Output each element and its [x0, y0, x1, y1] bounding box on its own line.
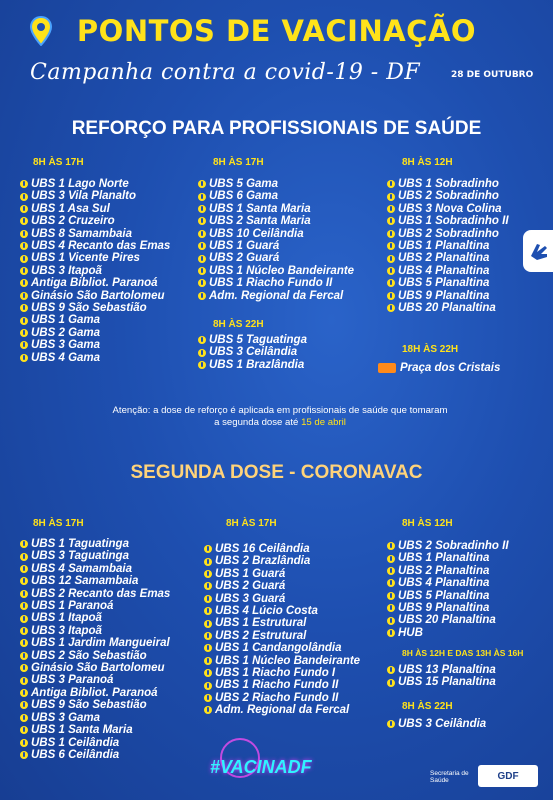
- list-item: UBS 2 Sobradinho II: [387, 540, 509, 552]
- list-item: UBS 2 Estrutural: [204, 630, 360, 642]
- list-item: UBS 4 Samambaia: [20, 563, 170, 575]
- s1-col1-list: [20, 178, 170, 364]
- list-item: UBS 4 Gama: [20, 352, 170, 364]
- yellow-bullet-icon: [204, 657, 212, 665]
- list-item: UBS 4 Planaltina: [387, 265, 509, 277]
- s2-col1-time: 8H ÀS 17H: [33, 518, 84, 529]
- list-item: UBS 1 Planaltina: [387, 552, 509, 564]
- yellow-bullet-icon: [198, 361, 206, 369]
- s2-col3b-list: [387, 664, 496, 689]
- list-item: UBS 1 Ceilândia: [20, 737, 170, 749]
- yellow-bullet-icon: [198, 292, 206, 300]
- yellow-bullet-icon: [387, 579, 395, 587]
- list-item: UBS 1 Lago Norte: [20, 178, 170, 190]
- yellow-bullet-icon: [198, 230, 206, 238]
- yellow-bullet-icon: [20, 602, 28, 610]
- yellow-bullet-icon: [198, 336, 206, 344]
- yellow-bullet-icon: [204, 694, 212, 702]
- list-item: UBS 1 Sobradinho: [387, 178, 509, 190]
- yellow-bullet-icon: [387, 279, 395, 287]
- yellow-bullet-icon: [20, 739, 28, 747]
- yellow-bullet-icon: [20, 639, 28, 647]
- yellow-bullet-icon: [20, 751, 28, 759]
- yellow-bullet-icon: [198, 217, 206, 225]
- yellow-bullet-icon: [20, 540, 28, 548]
- list-item: UBS 16 Ceilândia: [204, 543, 360, 555]
- yellow-bullet-icon: [387, 267, 395, 275]
- list-item: UBS 2 Sobradinho: [387, 228, 509, 240]
- yellow-bullet-icon: [204, 595, 212, 603]
- yellow-bullet-icon: [198, 193, 206, 201]
- list-item: UBS 2 Sobradinho: [387, 190, 509, 202]
- list-item: UBS 4 Recanto das Emas: [20, 240, 170, 252]
- list-item: UBS 2 Gama: [20, 327, 170, 339]
- list-item: UBS 1 Santa Maria: [20, 724, 170, 736]
- list-item: UBS 1 Riacho Fundo II: [198, 277, 354, 289]
- list-item: UBS 2 Brazlândia: [204, 555, 360, 567]
- yellow-bullet-icon: [20, 317, 28, 325]
- list-item: UBS 2 Guará: [198, 252, 354, 264]
- yellow-bullet-icon: [204, 570, 212, 578]
- list-item: UBS 1 Taguatinga: [20, 538, 170, 550]
- list-item: UBS 12 Samambaia: [20, 575, 170, 587]
- yellow-bullet-icon: [20, 329, 28, 337]
- yellow-bullet-icon: [20, 627, 28, 635]
- list-item: UBS 9 Planaltina: [387, 290, 509, 302]
- list-item: Antiga Bibliot. Paranoá: [20, 687, 170, 699]
- list-item: UBS 3 Gama: [20, 339, 170, 351]
- s1-col1-time: 8H ÀS 17H: [33, 157, 84, 168]
- yellow-bullet-icon: [204, 644, 212, 652]
- yellow-bullet-icon: [387, 567, 395, 575]
- yellow-bullet-icon: [20, 304, 28, 312]
- page-title: PONTOS DE VACINAÇÃO: [76, 14, 477, 48]
- yellow-bullet-icon: [387, 217, 395, 225]
- yellow-bullet-icon: [204, 607, 212, 615]
- yellow-bullet-icon: [20, 205, 28, 213]
- yellow-bullet-icon: [198, 279, 206, 287]
- date-label: 28 DE OUTUBRO: [451, 70, 534, 80]
- sign-language-icon: [523, 230, 553, 272]
- yellow-bullet-icon: [20, 242, 28, 250]
- truck-icon: [378, 363, 396, 373]
- yellow-bullet-icon: [204, 620, 212, 628]
- list-item: UBS 1 Núcleo Bandeirante: [204, 655, 360, 667]
- section-second-dose-title: SEGUNDA DOSE - CORONAVAC: [130, 462, 423, 483]
- list-item: UBS 20 Planaltina: [387, 614, 509, 626]
- list-item: UBS 3 Vila Planalto: [20, 190, 170, 202]
- yellow-bullet-icon: [20, 689, 28, 697]
- s1-col2-list: [198, 178, 354, 302]
- list-item: UBS 2 Santa Maria: [198, 215, 354, 227]
- gdf-logo: GDF: [478, 765, 538, 787]
- yellow-bullet-icon: [387, 255, 395, 263]
- yellow-bullet-icon: [20, 217, 28, 225]
- s2-col3b-time: 8H ÀS 12H E DAS 13H ÀS 16H: [402, 648, 524, 658]
- list-item: UBS 6 Ceilândia: [20, 749, 170, 761]
- list-item: UBS 3 Paranoá: [20, 674, 170, 686]
- yellow-bullet-icon: [198, 349, 206, 357]
- list-item: UBS 9 São Sebastião: [20, 699, 170, 711]
- list-item: UBS 5 Taguatinga: [198, 334, 307, 346]
- note-highlight: 15 de abril: [301, 417, 346, 428]
- list-item: UBS 6 Gama: [198, 190, 354, 202]
- yellow-bullet-icon: [20, 279, 28, 287]
- yellow-bullet-icon: [387, 230, 395, 238]
- accessibility-button[interactable]: [523, 230, 553, 272]
- yellow-bullet-icon: [20, 664, 28, 672]
- s1-col2-time: 8H ÀS 17H: [213, 157, 264, 168]
- yellow-bullet-icon: [387, 666, 395, 674]
- list-item: UBS 1 Riacho Fundo II: [204, 679, 360, 691]
- yellow-bullet-icon: [387, 242, 395, 250]
- list-item: Adm. Regional da Fercal: [198, 290, 354, 302]
- s1-col2b-time: 8H ÀS 22H: [213, 319, 264, 330]
- s1-col2b-list: [198, 334, 307, 371]
- list-item: UBS 1 Jardim Mangueiral: [20, 637, 170, 649]
- list-item: UBS 2 Riacho Fundo II: [204, 692, 360, 704]
- yellow-bullet-icon: [387, 542, 395, 550]
- yellow-bullet-icon: [20, 193, 28, 201]
- yellow-bullet-icon: [204, 669, 212, 677]
- list-item: UBS 1 Candangolândia: [204, 642, 360, 654]
- yellow-bullet-icon: [198, 255, 206, 263]
- secretaria-label: Secretaria de Saúde: [430, 770, 469, 784]
- yellow-bullet-icon: [20, 255, 28, 263]
- list-item: UBS 1 Riacho Fundo I: [204, 667, 360, 679]
- list-item: UBS 15 Planaltina: [387, 676, 496, 688]
- yellow-bullet-icon: [20, 267, 28, 275]
- yellow-bullet-icon: [387, 592, 395, 600]
- yellow-bullet-icon: [204, 545, 212, 553]
- list-item: UBS 1 Guará: [198, 240, 354, 252]
- yellow-bullet-icon: [20, 292, 28, 300]
- campaign-subtitle: Campanha contra a covid-19 - DF: [30, 60, 421, 85]
- s2-col3-list: [387, 540, 509, 639]
- yellow-bullet-icon: [198, 242, 206, 250]
- yellow-bullet-icon: [20, 565, 28, 573]
- list-item: UBS 1 Itapoã: [20, 612, 170, 624]
- list-item: UBS 4 Planaltina: [387, 577, 509, 589]
- s1-col3b-list: [378, 362, 500, 374]
- yellow-bullet-icon: [387, 679, 395, 687]
- yellow-bullet-icon: [387, 720, 395, 728]
- yellow-bullet-icon: [387, 193, 395, 201]
- yellow-bullet-icon: [204, 706, 212, 714]
- hashtag-label: #VACINADF: [210, 757, 312, 777]
- yellow-bullet-icon: [20, 726, 28, 734]
- yellow-bullet-icon: [204, 558, 212, 566]
- s2-col3c-list: [387, 718, 486, 730]
- booster-note: Atenção: a dose de reforço é aplicada em profissionais de saúde que tomaram a segunda dose até 15 de abril: [112, 405, 448, 428]
- yellow-bullet-icon: [20, 230, 28, 238]
- s2-col3-time: 8H ÀS 12H: [402, 518, 453, 529]
- s1-col3-list: [387, 178, 509, 314]
- yellow-bullet-icon: [20, 354, 28, 362]
- yellow-bullet-icon: [204, 632, 212, 640]
- list-item: HUB: [387, 627, 509, 639]
- yellow-bullet-icon: [20, 180, 28, 188]
- list-item: Adm. Regional da Fercal: [204, 704, 360, 716]
- list-item: UBS 3 Ceilândia: [198, 346, 307, 358]
- list-item: UBS 1 Estrutural: [204, 617, 360, 629]
- s1-col3-time: 8H ÀS 12H: [402, 157, 453, 168]
- yellow-bullet-icon: [204, 682, 212, 690]
- list-item: UBS 3 Nova Colina: [387, 203, 509, 215]
- list-item: UBS 20 Planaltina: [387, 302, 509, 314]
- s2-col3c-time: 8H ÀS 22H: [402, 701, 453, 712]
- list-item: UBS 2 São Sebastião: [20, 650, 170, 662]
- s1-col3b-time: 18H ÀS 22H: [402, 344, 459, 355]
- yellow-bullet-icon: [20, 677, 28, 685]
- yellow-bullet-icon: [198, 180, 206, 188]
- list-item: UBS 10 Ceilândia: [198, 228, 354, 240]
- list-item: UBS 1 Planaltina: [387, 240, 509, 252]
- list-item: UBS 1 Sobradinho II: [387, 215, 509, 227]
- yellow-bullet-icon: [20, 652, 28, 660]
- yellow-bullet-icon: [387, 205, 395, 213]
- list-item: UBS 2 Recanto das Emas: [20, 588, 170, 600]
- list-item: UBS 3 Itapoã: [20, 265, 170, 277]
- list-item: UBS 1 Santa Maria: [198, 203, 354, 215]
- list-item: UBS 5 Planaltina: [387, 277, 509, 289]
- yellow-bullet-icon: [387, 292, 395, 300]
- list-item: UBS 3 Ceilândia: [387, 718, 486, 730]
- list-item: UBS 2 Planaltina: [387, 565, 509, 577]
- list-item: UBS 2 Planaltina: [387, 252, 509, 264]
- s2-col1-list: [20, 538, 170, 761]
- list-item: UBS 1 Núcleo Bandeirante: [198, 265, 354, 277]
- list-item: UBS 3 Guará: [204, 593, 360, 605]
- list-item: UBS 5 Gama: [198, 178, 354, 190]
- yellow-bullet-icon: [387, 555, 395, 563]
- list-item: UBS 3 Gama: [20, 712, 170, 724]
- list-item: Antiga Bibliot. Paranoá: [20, 277, 170, 289]
- yellow-bullet-icon: [387, 617, 395, 625]
- list-item: UBS 9 Planaltina: [387, 602, 509, 614]
- list-item: UBS 9 São Sebastião: [20, 302, 170, 314]
- s2-col2-time: 8H ÀS 17H: [226, 518, 277, 529]
- list-item: UBS 2 Guará: [204, 580, 360, 592]
- list-item: UBS 5 Planaltina: [387, 590, 509, 602]
- list-item: Ginásio São Bartolomeu: [20, 662, 170, 674]
- s2-col2-list: [204, 543, 360, 717]
- list-item: UBS 3 Itapoã: [20, 625, 170, 637]
- list-item: Ginásio São Bartolomeu: [20, 290, 170, 302]
- list-item: UBS 1 Gama: [20, 314, 170, 326]
- list-item: UBS 4 Lúcio Costa: [204, 605, 360, 617]
- yellow-bullet-icon: [20, 590, 28, 598]
- list-item: Praça dos Cristais: [378, 362, 500, 374]
- list-item: UBS 3 Taguatinga: [20, 550, 170, 562]
- list-item: UBS 1 Paranoá: [20, 600, 170, 612]
- yellow-bullet-icon: [387, 604, 395, 612]
- yellow-bullet-icon: [20, 701, 28, 709]
- list-item: UBS 1 Vicente Pires: [20, 252, 170, 264]
- yellow-bullet-icon: [20, 615, 28, 623]
- yellow-bullet-icon: [387, 304, 395, 312]
- yellow-bullet-icon: [20, 341, 28, 349]
- yellow-bullet-icon: [387, 180, 395, 188]
- yellow-bullet-icon: [387, 629, 395, 637]
- list-item: UBS 2 Cruzeiro: [20, 215, 170, 227]
- list-item: UBS 8 Samambaia: [20, 228, 170, 240]
- yellow-bullet-icon: [198, 205, 206, 213]
- section-booster-title: REFORÇO PARA PROFISSIONAIS DE SAÚDE: [71, 118, 482, 139]
- yellow-bullet-icon: [204, 582, 212, 590]
- yellow-bullet-icon: [20, 577, 28, 585]
- list-item: UBS 1 Guará: [204, 568, 360, 580]
- yellow-bullet-icon: [198, 267, 206, 275]
- yellow-bullet-icon: [20, 553, 28, 561]
- yellow-bullet-icon: [20, 714, 28, 722]
- list-item: UBS 1 Asa Sul: [20, 203, 170, 215]
- list-item: UBS 1 Brazlândia: [198, 359, 307, 371]
- list-item: UBS 13 Planaltina: [387, 664, 496, 676]
